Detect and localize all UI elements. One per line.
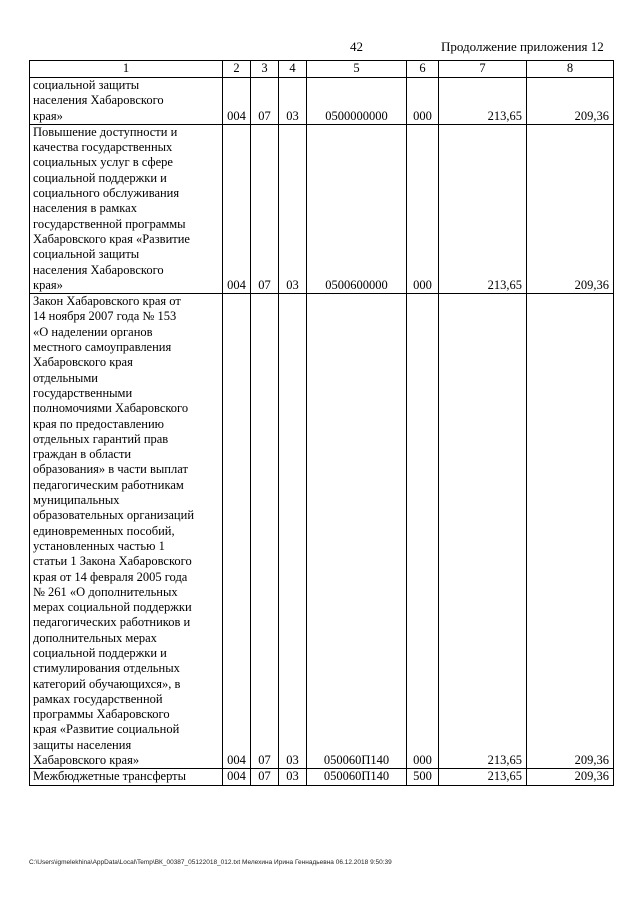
description-line: Повышение доступности и	[33, 124, 178, 139]
description-line: социальных услуг в сфере	[33, 155, 173, 170]
column-header: 1	[30, 61, 223, 78]
description-line: качества государственных	[33, 140, 173, 155]
description-line: педагогическим работникам	[33, 477, 184, 492]
description-line: 14 ноября 2007 года № 153	[33, 309, 177, 324]
description-line: единовременных пособий,	[33, 523, 175, 538]
column-header: 8	[527, 61, 614, 78]
column-header: 6	[407, 61, 439, 78]
description-line: края»	[33, 108, 63, 123]
table-row	[30, 124, 614, 293]
subsection-code-cell: 03	[279, 78, 307, 125]
description-line: защиты населения	[33, 737, 132, 752]
description-line: края «Развитие социальной	[33, 722, 180, 737]
target-article-cell: 050060П140	[307, 769, 407, 785]
description-line: муниципальных	[33, 493, 120, 508]
admin-code-cell: 004	[223, 124, 251, 293]
description-line: края от 14 февраля 2005 года	[33, 569, 188, 584]
description-line: социальной поддержки и	[33, 645, 167, 660]
section-code-cell: 07	[251, 769, 279, 785]
admin-code-cell: 004	[223, 769, 251, 785]
description-line: полномочиями Хабаровского	[33, 401, 189, 416]
row-description	[30, 124, 223, 293]
row-description	[30, 294, 223, 769]
description-line: Хабаровского края	[33, 355, 133, 370]
description-line: установленных частью 1	[33, 538, 165, 553]
column-header: 5	[307, 61, 407, 78]
amount-cell: 213,65	[439, 78, 527, 125]
column-header: 2	[223, 61, 251, 78]
description-line: отдельных гарантий прав	[33, 431, 169, 446]
description-line: Закон Хабаровского края от	[33, 294, 181, 309]
subsection-code-cell: 03	[279, 124, 307, 293]
table-row	[30, 78, 614, 125]
header-row	[30, 61, 614, 78]
subsection-code-cell: 03	[279, 769, 307, 785]
section-code-cell: 07	[251, 294, 279, 769]
description-line: населения Хабаровского	[33, 262, 164, 277]
amount-cell: 209,36	[527, 294, 614, 769]
budget-table	[29, 60, 614, 786]
amount-cell: 213,65	[439, 294, 527, 769]
description-line: отдельными	[33, 370, 98, 385]
column-header: 7	[439, 61, 527, 78]
expense-type-cell: 500	[407, 769, 439, 785]
appendix-label: Продолжение приложения 12	[441, 39, 604, 54]
description-line: Межбюджетные трансферты	[33, 769, 187, 784]
amount-cell: 209,36	[527, 769, 614, 785]
description-line: социального обслуживания	[33, 186, 180, 201]
expense-type-cell: 000	[407, 294, 439, 769]
expense-type-cell: 000	[407, 124, 439, 293]
description-line: государственной программы	[33, 216, 186, 231]
section-code-cell: 07	[251, 78, 279, 125]
section-code-cell: 07	[251, 124, 279, 293]
description-line: № 261 «О дополнительных	[33, 584, 178, 599]
expense-type-cell: 000	[407, 78, 439, 125]
description-line: социальной защиты	[33, 247, 140, 262]
description-line: стимулирования отдельных	[33, 661, 180, 676]
description-line: образования» в части выплат	[33, 462, 188, 477]
target-article-cell: 0500000000	[307, 78, 407, 125]
description-line: граждан в области	[33, 447, 132, 462]
description-line: населения Хабаровского	[33, 93, 164, 108]
description-line: «О наделении органов	[33, 324, 153, 339]
description-line: Хабаровского края»	[33, 753, 140, 768]
column-header: 3	[251, 61, 279, 78]
row-description	[30, 769, 223, 785]
admin-code-cell: 004	[223, 294, 251, 769]
description-line: социальной поддержки и	[33, 170, 167, 185]
description-line: программы Хабаровского	[33, 707, 170, 722]
description-line: мерах социальной поддержки	[33, 600, 192, 615]
description-line: образовательных организаций	[33, 508, 195, 523]
column-header: 4	[279, 61, 307, 78]
amount-cell: 213,65	[439, 124, 527, 293]
description-line: местного самоуправления	[33, 340, 172, 355]
description-line: социальной защиты	[33, 78, 140, 92]
table-row	[30, 769, 614, 785]
description-line: Хабаровского края «Развитие	[33, 231, 190, 246]
admin-code-cell: 004	[223, 78, 251, 125]
page-number: 42	[350, 39, 363, 54]
description-line: государственными	[33, 385, 133, 400]
table-row	[30, 294, 614, 769]
footer-file-path: C:\Users\igmelekhina\AppData\Local\Temp\ВК_00387_05122018_012.txt Мелехина Ирина Геннадьевна 06.12.2018 9:50:39	[29, 859, 392, 866]
description-line: педагогических работников и	[33, 615, 191, 630]
target-article-cell: 0500600000	[307, 124, 407, 293]
target-article-cell: 050060П140	[307, 294, 407, 769]
description-line: статьи 1 Закона Хабаровского	[33, 554, 192, 569]
description-line: населения в рамках	[33, 201, 137, 216]
description-line: категорий обучающихся», в	[33, 676, 181, 691]
amount-cell: 209,36	[527, 78, 614, 125]
description-line: края по предоставлению	[33, 416, 165, 431]
description-line: дополнительных мерах	[33, 630, 157, 645]
amount-cell: 213,65	[439, 769, 527, 785]
description-line: края»	[33, 277, 63, 292]
description-line: рамках государственной	[33, 691, 163, 706]
subsection-code-cell: 03	[279, 294, 307, 769]
amount-cell: 209,36	[527, 124, 614, 293]
row-description	[30, 78, 223, 125]
